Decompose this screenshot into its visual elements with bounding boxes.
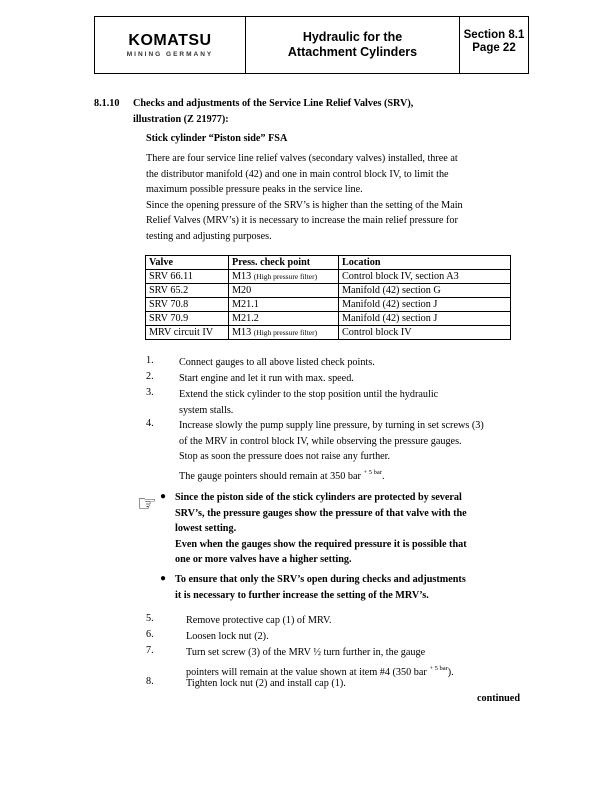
paragraph-line: There are four service line relief valves (secondary valves) installed, three at bbox=[146, 153, 458, 164]
cell-location: Control block IV, section A3 bbox=[339, 270, 511, 284]
table-row bbox=[146, 298, 511, 312]
title-line-1: Hydraulic for the bbox=[302, 30, 403, 44]
step-number: 4. bbox=[146, 418, 154, 429]
cell-valve: SRV 70.9 bbox=[146, 312, 229, 326]
step-text: Loosen lock nut (2). bbox=[186, 631, 269, 642]
page-header bbox=[94, 16, 529, 74]
cell-location: Control block IV bbox=[339, 326, 511, 340]
step-text: Turn set screw (3) of the MRV ½ turn further in, the gauge pointers will remain at the value shown at item #4 (350 bar $^{+ 5 bar}$). bbox=[186, 647, 454, 678]
logo-cell bbox=[95, 17, 246, 73]
logo-subtitle: MINING GERMANY bbox=[126, 50, 214, 58]
cell-point: M21.1 bbox=[229, 298, 339, 312]
continued-label: continued bbox=[476, 693, 520, 704]
cell-point: M13 (High pressure filter) bbox=[229, 326, 339, 340]
paragraph-line: testing and adjusting purposes. bbox=[146, 230, 272, 242]
table-row bbox=[146, 326, 511, 340]
cell-location: Manifold (42) section J bbox=[339, 298, 511, 312]
cell-valve: SRV 66.11 bbox=[146, 270, 229, 284]
section-info bbox=[460, 17, 528, 73]
cell-point: M20 bbox=[229, 284, 339, 298]
section-number: Section 8.1 bbox=[463, 29, 525, 41]
paragraph-line: Relief Valves (MRV’s) it is necessary to increase the main relief pressure for bbox=[146, 215, 458, 226]
bullet-icon: ● bbox=[160, 491, 167, 502]
step-text: Extend the stick cylinder to the stop position until the hydraulic system stalls. bbox=[179, 389, 439, 416]
bullet-icon: ● bbox=[160, 573, 167, 584]
document-title bbox=[246, 17, 460, 73]
valve-table bbox=[145, 255, 511, 340]
table-row bbox=[146, 312, 511, 326]
heading-number: 8.1.10 bbox=[94, 98, 120, 109]
step-number: 1. bbox=[146, 355, 154, 366]
heading-line-2: illustration (Z 21977): bbox=[133, 114, 229, 125]
step-number: 7. bbox=[146, 645, 154, 656]
paragraph-line: the distributor manifold (42) and one in main control block IV, to limit the bbox=[146, 168, 449, 180]
step-number: 3. bbox=[146, 387, 154, 398]
cell-valve: MRV circuit IV bbox=[146, 326, 229, 340]
title-line-2: Attachment Cylinders bbox=[287, 45, 418, 59]
table-header-row bbox=[146, 256, 511, 270]
subheading: Stick cylinder “Piston side” FSA bbox=[146, 133, 288, 144]
paragraph-line: maximum possible pressure peaks in the service line. bbox=[146, 184, 363, 195]
step-text: Increase slowly the pump supply line pressure, by turning in set screws (3) of the MRV in control block IV, while observing the pressure gauges. Stop as soon the pressure does not raise any further. The gauge pointers should remain at 350 bar $^{+ 5 bar}$. bbox=[179, 420, 484, 482]
cell-location: Manifold (42) section J bbox=[339, 312, 511, 326]
col-header-valve: Valve bbox=[146, 256, 229, 270]
note-1: Since the piston side of the stick cylinders are protected by several SRV’s, the pressure gauges show the pressure of that valve with the lowest setting. Even when the gauges show the required pressure it is possible that one or more valves have a higher setting. bbox=[175, 492, 467, 565]
step-text: Tighten lock nut (2) and install cap (1). bbox=[186, 678, 346, 689]
step-number: 2. bbox=[146, 371, 154, 382]
cell-location: Manifold (42) section G bbox=[339, 284, 511, 298]
step-number: 5. bbox=[146, 613, 154, 624]
intro-paragraph bbox=[146, 151, 463, 244]
step-number: 8. bbox=[146, 676, 154, 687]
step-text: Connect gauges to all above listed check points. bbox=[179, 357, 375, 368]
table-row bbox=[146, 284, 511, 298]
heading-line-1: Checks and adjustments of the Service Line Relief Valves (SRV), bbox=[133, 98, 414, 109]
col-header-location: Location bbox=[339, 256, 511, 270]
komatsu-logo: KOMATSU bbox=[128, 31, 212, 49]
pointing-hand-icon: ☞ bbox=[137, 492, 157, 517]
page-number: Page 22 bbox=[472, 42, 516, 54]
cell-valve: SRV 70.8 bbox=[146, 298, 229, 312]
cell-point: M21.2 bbox=[229, 312, 339, 326]
col-header-point: Press. check point bbox=[229, 256, 339, 270]
step-text: Start engine and let it run with max. speed. bbox=[179, 373, 354, 384]
paragraph-line: Since the opening pressure of the SRV’s is higher than the setting of the Main bbox=[146, 199, 463, 211]
note-2: To ensure that only the SRV’s open during checks and adjustments it is necessary to further increase the setting of the MRV’s. bbox=[175, 574, 466, 601]
table-row bbox=[146, 270, 511, 284]
cell-valve: SRV 65.2 bbox=[146, 284, 229, 298]
cell-point: M13 (High pressure filter) bbox=[229, 270, 339, 284]
step-text: Remove protective cap (1) of MRV. bbox=[186, 615, 332, 626]
step-number: 6. bbox=[146, 629, 154, 640]
